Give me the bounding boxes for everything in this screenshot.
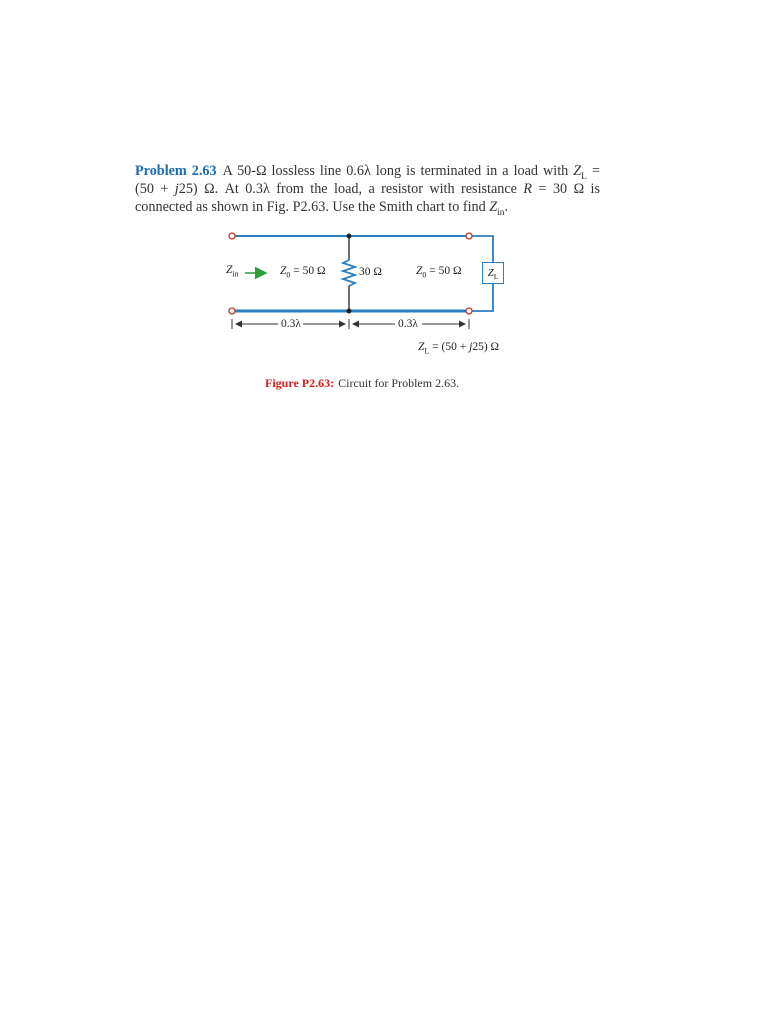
terminal-top-right bbox=[466, 233, 472, 239]
zl-value-sub: L bbox=[424, 346, 430, 356]
zl-sub: L bbox=[581, 171, 587, 182]
load-bottom-wire bbox=[470, 284, 493, 311]
z0-right-sub: 0 bbox=[422, 270, 427, 280]
zin-label-var: Z bbox=[226, 264, 233, 276]
zl-value-j: j bbox=[469, 341, 473, 353]
zl-j: j bbox=[174, 181, 179, 197]
zl-value-label bbox=[418, 341, 500, 356]
load-var: Z bbox=[487, 267, 494, 279]
caption-text: Circuit for Problem 2.63. bbox=[338, 376, 460, 390]
problem-end: . bbox=[504, 199, 509, 215]
r-value-text: = 30 Ω is connected as shown in Fig. P2.63. Use the Smith chart to find bbox=[135, 181, 601, 215]
load-sub: L bbox=[493, 272, 499, 282]
z0-left-sub: 0 bbox=[286, 270, 291, 280]
problem-label: Problem 2.63 bbox=[135, 163, 217, 179]
terminal-bottom-right bbox=[466, 308, 472, 314]
zin-label-sub: in bbox=[232, 269, 239, 279]
load-top-wire bbox=[470, 236, 493, 262]
load-box bbox=[482, 262, 504, 284]
terminal-bottom-left bbox=[229, 308, 235, 314]
length-left: 0.3λ bbox=[281, 318, 301, 330]
problem-line1: A 50-Ω lossless line 0.6λ long is terminated in a load with bbox=[222, 163, 569, 179]
resistor-label: 30 Ω bbox=[359, 266, 382, 278]
z0-left-label bbox=[280, 265, 326, 280]
figure-caption bbox=[265, 376, 459, 391]
z0-right-label bbox=[416, 265, 462, 280]
r-var: R bbox=[523, 181, 533, 197]
length-right: 0.3λ bbox=[398, 318, 418, 330]
z0-left-var: Z bbox=[280, 265, 287, 277]
resistor-zigzag bbox=[343, 260, 355, 286]
zl-value-text: = (50 + bbox=[429, 341, 470, 353]
zl-eq-post: = (50 + bbox=[135, 163, 600, 197]
terminal-top-left bbox=[229, 233, 235, 239]
zl-value-var: Z bbox=[418, 341, 425, 353]
z0-left-val: = 50 Ω bbox=[290, 265, 326, 277]
zl-var: Z bbox=[573, 163, 582, 179]
zin-var: Z bbox=[489, 199, 498, 215]
z0-right-val: = 50 Ω bbox=[426, 265, 462, 277]
caption-label: Figure P2.63: bbox=[265, 376, 335, 390]
zl-eq-end: 25) Ω. At 0.3λ from the load, a resistor with resistance bbox=[178, 181, 524, 197]
zin-label bbox=[226, 264, 239, 279]
zl-value-end: 25) Ω bbox=[472, 341, 500, 353]
z0-right-var: Z bbox=[416, 265, 423, 277]
zin-sub: in bbox=[497, 207, 505, 218]
